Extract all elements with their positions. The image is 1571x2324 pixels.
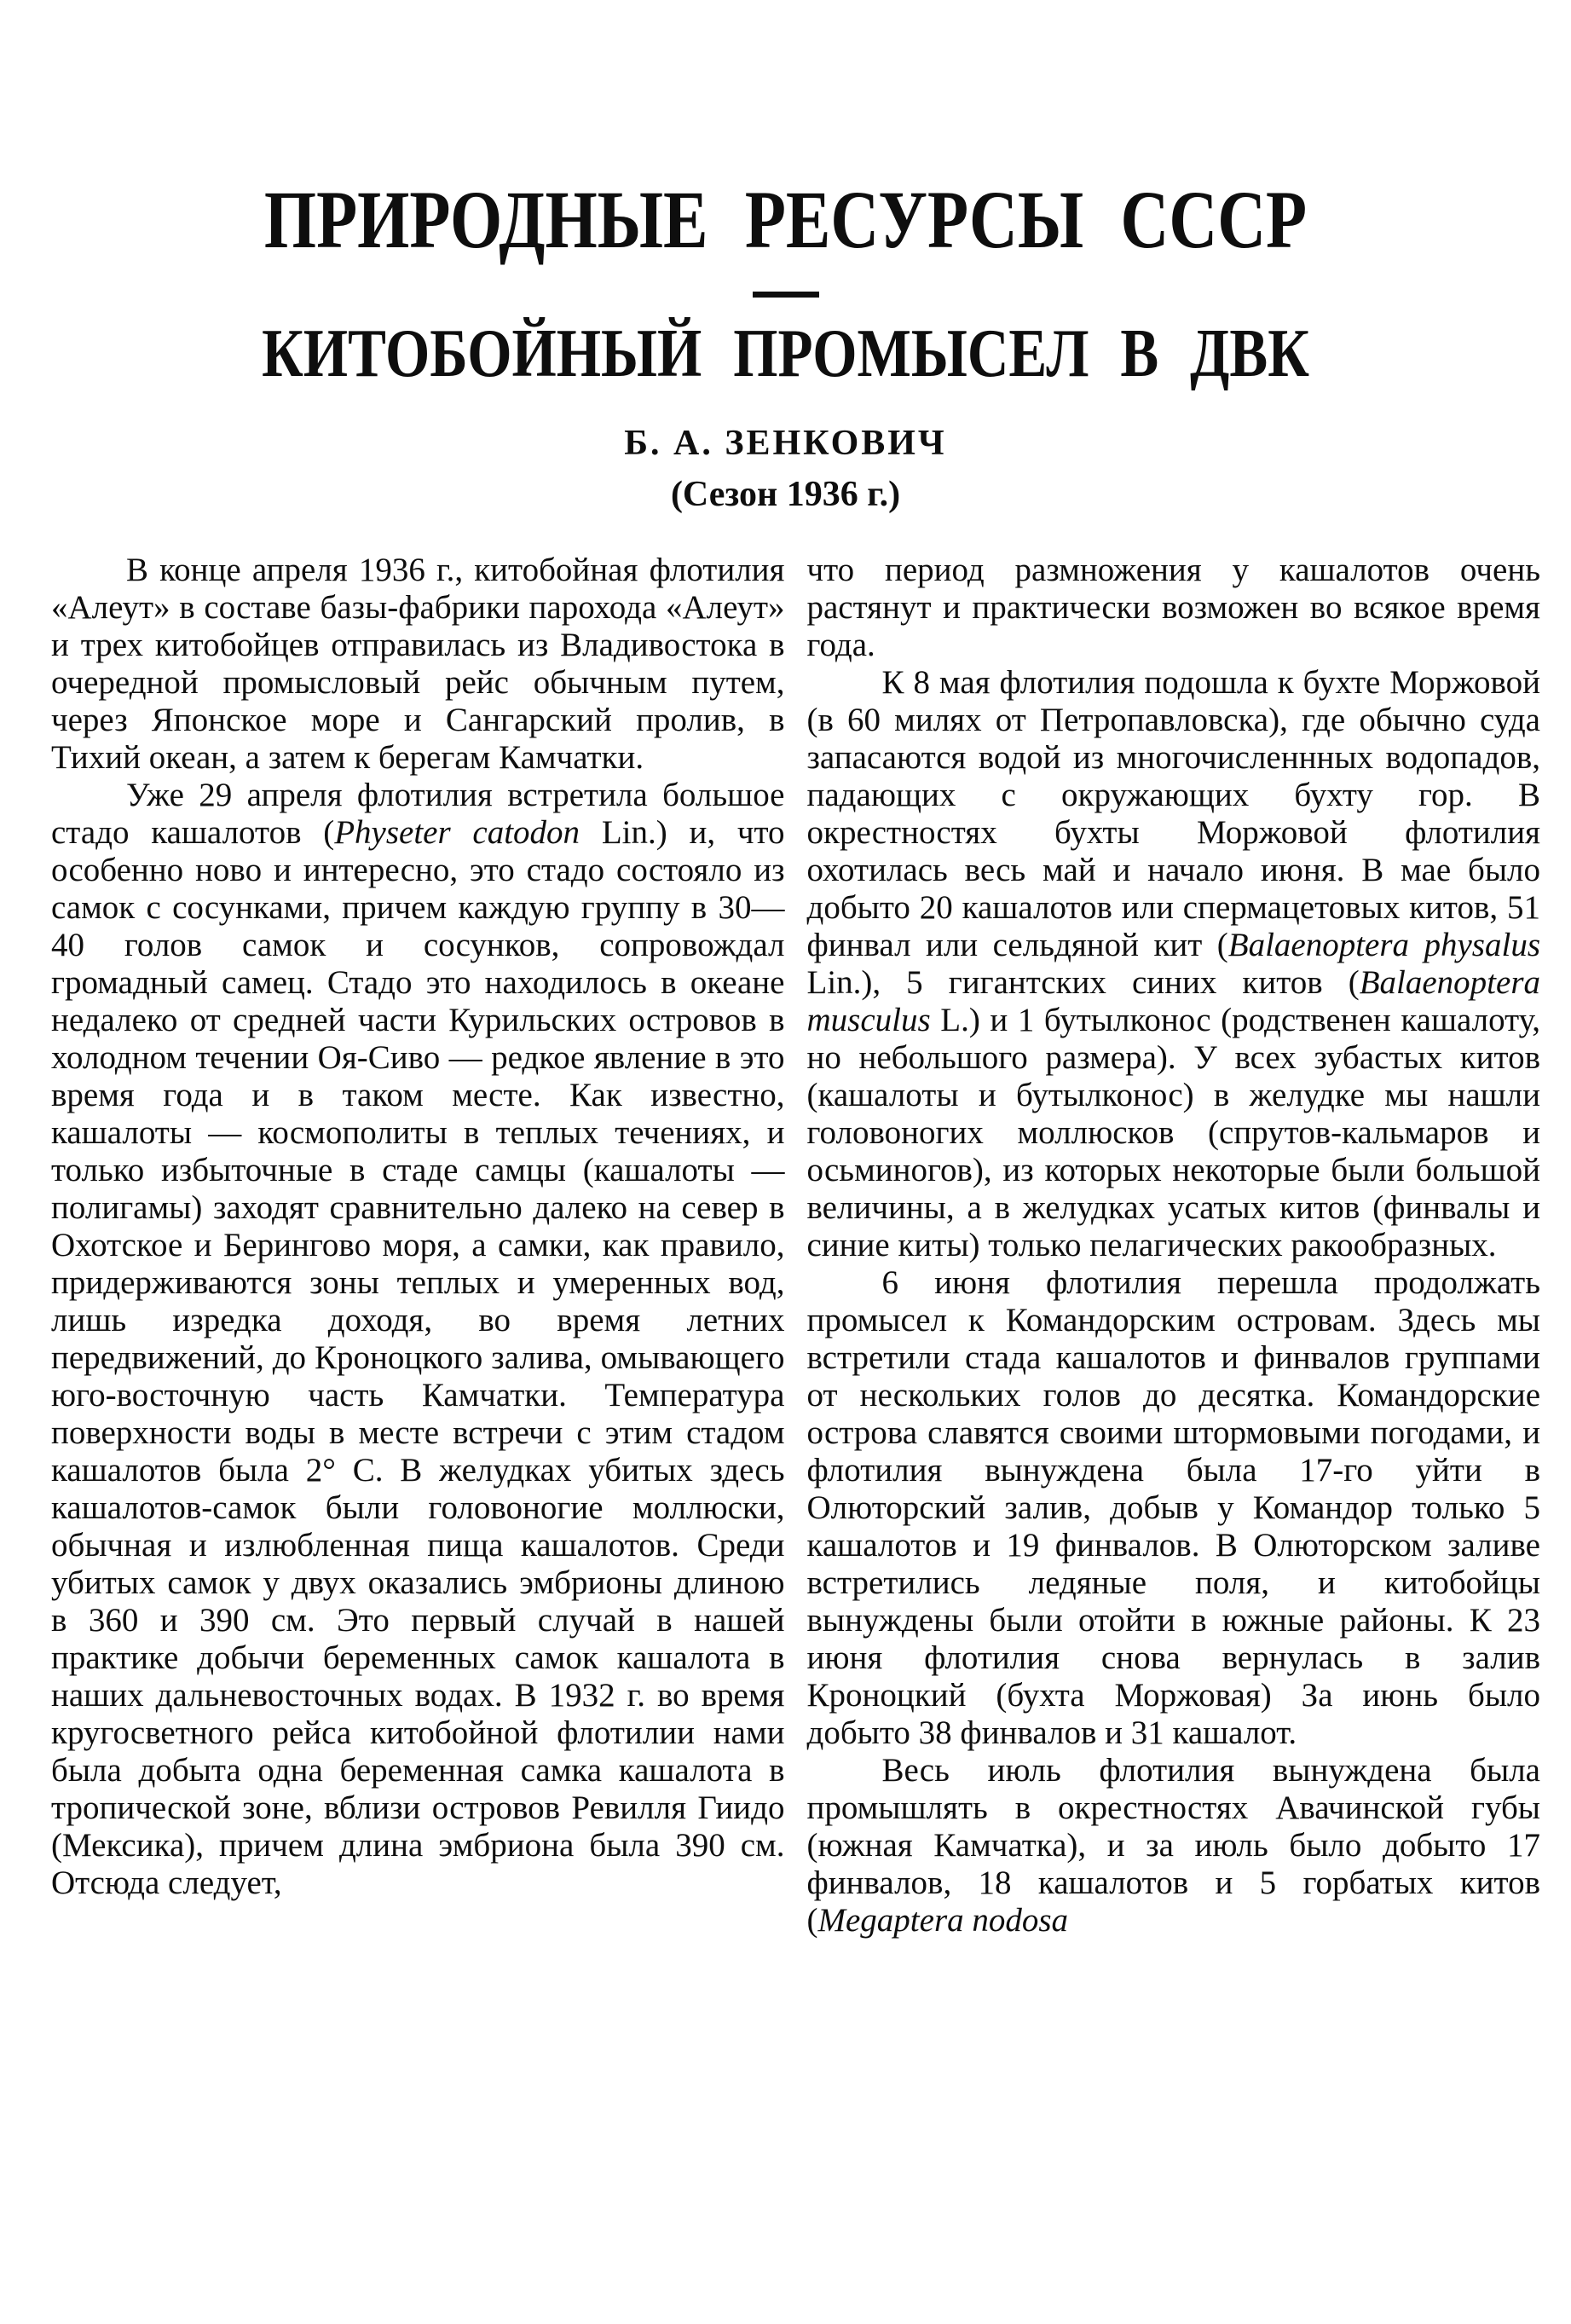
author-byline: Б. А. ЗЕНКОВИЧ [624,424,947,463]
paragraph [807,1752,1541,1940]
paragraph [51,777,785,1902]
text-run: 6 июня флотилия перешла продолжать промысел к Командорским островам. Здесь мы встретили стада кашалотов и финвалов группами от нескольких голов до десятка. Командорские острова славятся своими штормовыми погодами, и флотилия вынуждена была 17-го уйти в Олюторский залив, добыв у Командор только 5 кашалотов и 19 финвалов. В Олюторском заливе встретились ледяные поля, и китобойцы вынуждены были отойти в южные районы. К 23 июня флотилия снова вернулась в залив Кроноцкий (бухта Моржовая) За июнь было добыто 38 финвалов и 31 кашалот. [806,1264,1540,1751]
text-run: Lin.), 5 гигантских синих китов ( [806,964,1360,1001]
text-run: Уже 29 апреля флотилия встретила большое стадо кашалотов ( [51,777,785,851]
text-run: В конце апреля 1936 г., китобойная флотилия «Алеут» в составе базы-фабрики парохода «Алеут» и трех китобойцев отправилась из Владивостока в очередной промысловый рейс обычным путем, через Японское море и Сангарский пролив, в Тихий океан, а затем к берегам Камчатки. [51,552,785,776]
species-name: Balaenoptera musculus [806,964,1540,1038]
species-name: Balaenoptera physalus [1227,927,1540,963]
text-run: Lin.) и, что особенно ново и интересно, это стадо состояло из самок с сосунками, причем каждую группу в 30—40 голов самок и сосунков, сопровождал громадный самец. Стадо это находилось в океане недалеко от средней части Курильских островов в холодном течении Оя-Сиво — редкое явление в это время года и в таком месте. Как известно, кашалоты — космополиты в теплых течениях, и только избыточные в стаде самцы (кашалоты — полигамы) заходят сравнительно далеко на север в Охотское и Берингово моря, а самки, как правило, придерживаются зоны теплых и умеренных вод, лишь изредка доходя, во время летних передвижений, до Кроноцкого залива, омывающего юго-восточную часть Камчатки. Температура поверхности воды в месте встречи с этим стадом кашалотов была 2° С. В желудках убитых здесь кашалотов-самок были головоногие моллюски, обычная и излюбленная пища кашалотов. Среди убитых самок у двух оказались эмбрионы длиною в 360 и 390 см. Это первый случай в нашей практике добычи беременных самок кашалота в наших дальневосточных водах. В 1932 г. во время кругосветного рейса китобойной флотилии нами была добыта одна беременная самка кашалота в тропической зоне, вблизи островов Ревилля Гиидо (Мексика), причем длина эмбриона была 390 см. Отсюда следует, [51,814,785,1901]
paragraph [807,1264,1541,1752]
article-body [0,512,1571,1940]
species-name: Megaptera nodosa [817,1902,1069,1939]
page-title: ПРИРОДНЫЕ РЕСУРСЫ СССР [263,174,1308,265]
left-column [51,552,785,1940]
text-run: что период размножения у кашалотов очень растянут и практически возможен во всякое время года. [806,552,1540,663]
text-run: L.) и 1 бутылконос (родственен кашалоту, но небольшого размера). У всех зубастых китов (кашалоты и бутылконос) в желудке мы нашли головоногих моллюсков (спрутов-кальмаров и осьминогов), из которых некоторые были большой величины, а в желудках усатых китов (финвалы и синие киты) только пелагических ракообразных. [806,1002,1540,1263]
title-divider [753,292,819,298]
article-title: КИТОБОЙНЫЙ ПРОМЫСЕЛ В ДВК [262,316,1309,391]
species-name: Physeter catodon [334,814,580,851]
paragraph [807,664,1541,1264]
paragraph [51,552,785,777]
text-run: Весь июль флотилия вынуждена была промышлять в окрестностях Авачинской губы (южная Камчатка), и за июль было добыто 17 финвалов, 18 кашалотов и 5 горбатых китов ( [806,1752,1540,1939]
text-run: К 8 мая флотилия подошла к бухте Моржовой (в 60 милях от Петропавловска), где обычно суда запасаются водой из многочисленнных водопадов, падающих с окружающих бухту гор. В окрестностях бухты Моржовой флотилия охотилась весь май и начало июня. В мае было добыто 20 кашалотов или спермацетовых китов, 51 финвал или сельдяной кит ( [806,664,1540,963]
paragraph [807,552,1541,664]
right-column [807,552,1541,1940]
article-header [0,0,1571,512]
season-note: (Сезон 1936 г.) [670,475,901,514]
